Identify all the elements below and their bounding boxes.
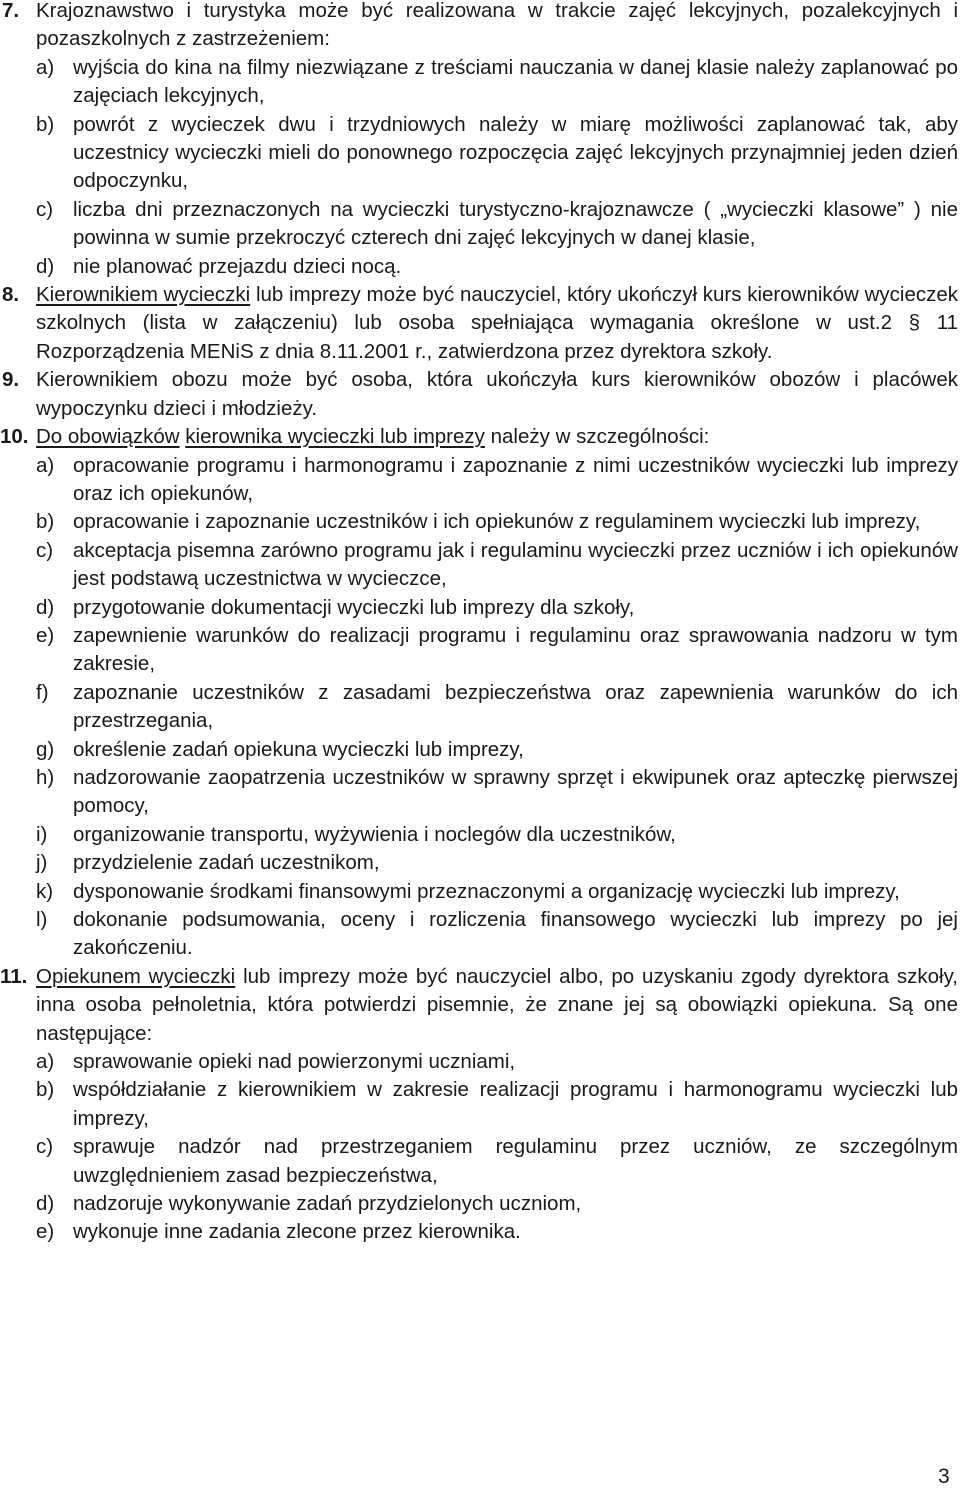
item-list xyxy=(36,1048,958,1247)
item-letter: j) xyxy=(36,851,48,875)
section-7 xyxy=(0,0,958,281)
item-letter: a) xyxy=(36,453,55,477)
item-text: zapewnienie warunków do realizacji programu i regulaminu oraz sprawowania nadzoru w tym zakresie, xyxy=(73,623,958,676)
list-item xyxy=(36,878,958,906)
item-text: dokonanie podsumowania, oceny i rozliczenia finansowego wycieczki lub imprezy po jej zakończeniu. xyxy=(73,908,958,960)
section-number: 11. xyxy=(0,964,28,988)
item-text: dysponowanie środkami finansowymi przeznaczonymi a organizację wycieczki lub imprezy, xyxy=(73,879,900,903)
item-letter: d) xyxy=(36,254,55,278)
item-letter: l) xyxy=(36,908,48,931)
item-text: nadzorowanie zaopatrzenia uczestników w sprawny sprzęt i ekwipunek oraz apteczkę pierwszej pomocy, xyxy=(73,765,958,818)
item-text: nie planować przejazdu dzieci nocą. xyxy=(73,254,402,278)
item-text: opracowanie programu i harmonogramu i zapoznanie z nimi uczestników wycieczki lub imprezy oraz ich opiekunów, xyxy=(73,453,958,505)
item-list xyxy=(36,54,958,281)
list-item xyxy=(36,196,958,253)
list-item xyxy=(36,764,958,821)
list-item xyxy=(36,1190,958,1218)
list-item xyxy=(36,1076,958,1133)
item-letter: f) xyxy=(36,680,49,704)
section-number: 7. xyxy=(2,0,20,22)
item-letter: a) xyxy=(36,55,55,79)
item-letter: k) xyxy=(36,879,54,903)
section-intro: Krajoznawstwo i turystyka może być realizowana w trakcie zajęć lekcyjnych, pozalekcyjnych i pozaszkolnych z zastrzeżeniem: xyxy=(36,0,958,51)
section-intro xyxy=(36,963,958,1048)
section-11 xyxy=(0,963,958,1247)
item-letter: e) xyxy=(36,623,55,647)
underlined-term: Kierownikiem wycieczki xyxy=(36,283,251,307)
item-text: opracowanie i zapoznanie uczestników i ich opiekunów z regulaminem wycieczki lub imprezy, xyxy=(73,510,921,534)
item-text: nadzoruje wykonywanie zadań przydzielonych uczniom, xyxy=(73,1192,582,1216)
item-letter: b) xyxy=(36,510,55,534)
intro-text: lub imprezy może być nauczyciel, który ukończył kurs kierowników wycieczek szkolnych (lista w załączeniu) lub osoba spełniająca wymagania określone w ust.2 § 11 Rozporządzenia MENiS z dnia 8.11.2001 r., zatwierdzona przez dyrektora szkoły. xyxy=(36,283,958,363)
item-text: sprawuje nadzór nad przestrzeganiem regulaminu przez uczniów, ze szczególnym uwzględnieniem zasad bezpieczeństwa, xyxy=(73,1135,958,1187)
section-intro xyxy=(36,423,958,451)
item-text: wykonuje inne zadania zlecone przez kierownika. xyxy=(73,1220,521,1244)
item-letter: b) xyxy=(36,1078,55,1102)
list-item xyxy=(36,906,958,963)
list-item xyxy=(36,508,958,536)
list-item xyxy=(36,253,958,281)
section-10 xyxy=(0,423,958,963)
underlined-term: kierownika wycieczki lub imprezy xyxy=(185,425,485,449)
item-text: sprawowanie opieki nad powierzonymi uczniami, xyxy=(73,1050,516,1074)
item-letter: d) xyxy=(36,1192,55,1216)
section-number: 10. xyxy=(0,425,29,449)
item-letter: a) xyxy=(36,1050,55,1074)
item-letter: g) xyxy=(36,737,55,761)
item-text: akceptacja pisemna zarówno programu jak i regulaminu wycieczki przez uczniów i ich opiekunów jest podstawą uczestnictwa w wycieczce, xyxy=(73,538,958,591)
list-item xyxy=(36,1048,958,1076)
item-letter: c) xyxy=(36,538,54,562)
item-text: liczba dni przeznaczonych na wycieczki turystyczno-krajoznawcze ( „wycieczki klasowe” ) nie powinna w sumie przekroczyć czterech dni zajęć lekcyjnych w danej klasie, xyxy=(73,197,958,250)
item-text: organizowanie transportu, wyżywienia i noclegów dla uczestników, xyxy=(73,822,676,846)
section-number: 8. xyxy=(2,283,20,307)
list-item xyxy=(36,821,958,849)
list-item xyxy=(36,594,958,622)
list-item xyxy=(36,1133,958,1190)
list-item xyxy=(36,679,958,736)
list-item xyxy=(36,622,958,679)
item-text: przygotowanie dokumentacji wycieczki lub imprezy dla szkoły, xyxy=(73,595,635,619)
list-item xyxy=(36,849,958,877)
item-text: współdziałanie z kierownikiem w zakresie realizacji programu i harmonogramu wycieczki lub imprezy, xyxy=(73,1078,958,1130)
list-item xyxy=(36,452,958,509)
list-item xyxy=(36,736,958,764)
item-letter: c) xyxy=(36,1135,54,1159)
underlined-term: Opiekunem wycieczki xyxy=(36,964,236,988)
item-text: zapoznanie uczestników z zasadami bezpieczeństwa oraz zapewnienia warunków do ich przestrzegania, xyxy=(73,680,958,733)
section-number: 9. xyxy=(2,368,20,392)
section-intro xyxy=(36,281,958,366)
list-item xyxy=(36,111,958,196)
item-letter: d) xyxy=(36,595,55,619)
item-text: określenie zadań opiekuna wycieczki lub imprezy, xyxy=(73,737,524,761)
item-letter: e) xyxy=(36,1220,55,1244)
page-number: 3 xyxy=(938,1465,950,1488)
item-letter: h) xyxy=(36,765,55,789)
list-item xyxy=(36,537,958,594)
section-9 xyxy=(0,366,958,423)
item-text: przydzielenie zadań uczestnikom, xyxy=(73,851,380,875)
section-intro: Kierownikiem obozu może być osoba, która ukończyła kurs kierowników obozów i placówek wypoczynku dzieci i młodzieży. xyxy=(36,368,958,420)
item-letter: b) xyxy=(36,112,55,136)
item-text: powrót z wycieczek dwu i trzydniowych należy w miarę możliwości zaplanować tak, aby uczestnicy wycieczki mieli do ponownego rozpoczęcia zajęć lekcyjnych przynajmniej jeden dzień odpoczynku, xyxy=(73,112,958,193)
section-8 xyxy=(0,281,958,366)
item-list xyxy=(36,452,958,963)
intro-text: lub imprezy może być nauczyciel albo, po uzyskaniu zgody dyrektora szkoły, inna osoba pełnoletnia, która potwierdzi pisemnie, że znane jej są obowiązki opiekuna. Są one następujące: xyxy=(36,964,958,1045)
item-letter: i) xyxy=(36,822,48,846)
item-letter: c) xyxy=(36,197,54,221)
intro-text: należy w szczególności: xyxy=(490,425,710,449)
underlined-term: Do obowiązków xyxy=(36,425,180,449)
item-text: wyjścia do kina na filmy niezwiązane z treściami nauczania w danej klasie należy zaplanować po zajęciach lekcyjnych, xyxy=(73,55,958,108)
list-item xyxy=(36,54,958,111)
list-item xyxy=(36,1218,958,1246)
